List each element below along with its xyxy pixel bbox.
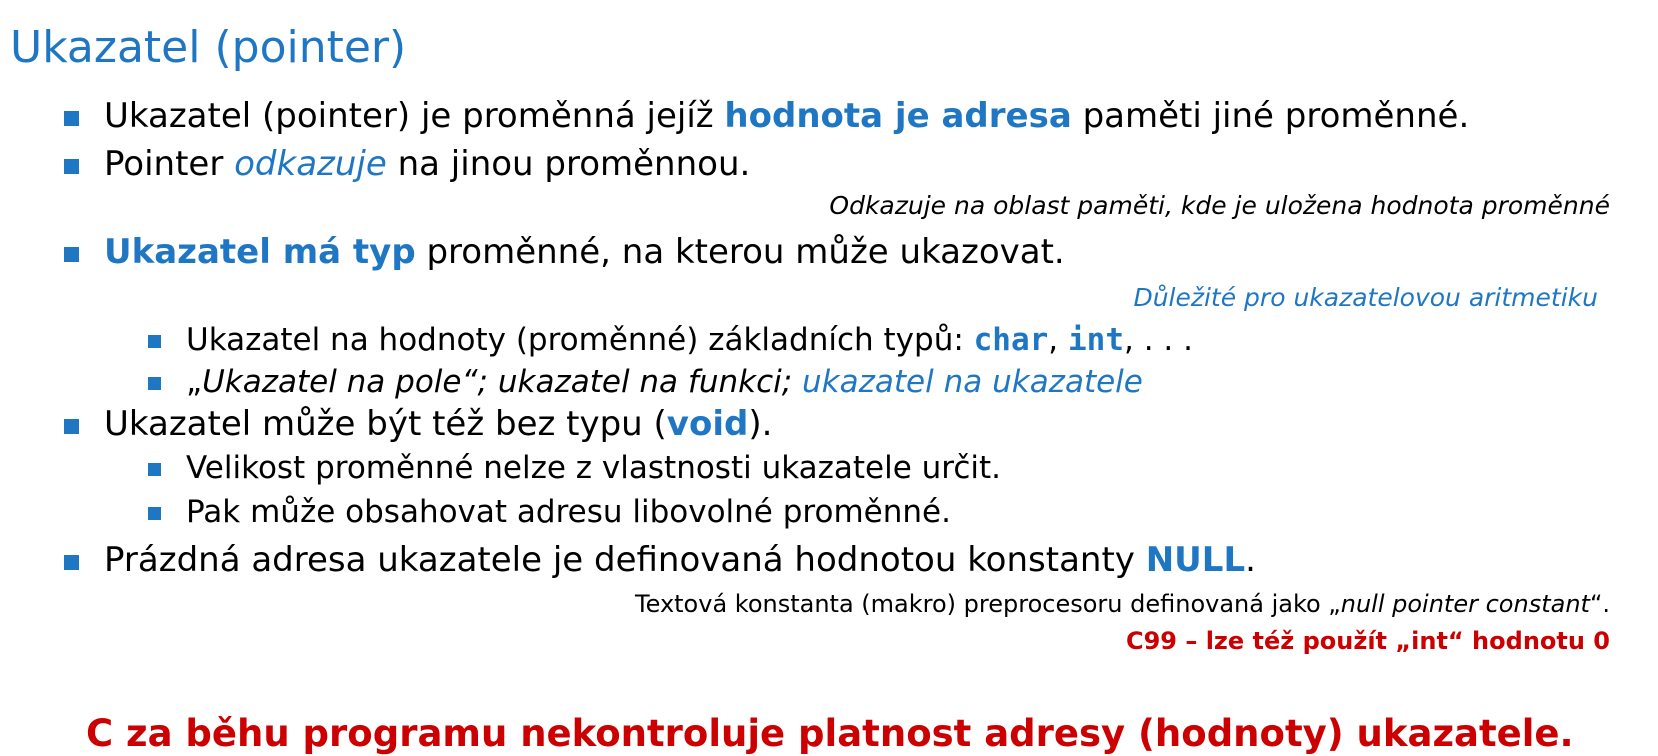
code-char: char [973,322,1049,358]
text: Prázdná adresa ukazatele je definovaná hodnotou konstanty [104,540,1146,580]
subbullet-size-unknown [148,450,1001,486]
text: , [1048,322,1069,358]
text: Textová konstanta (makro) preprocesoru definovaná jako „ [635,590,1341,618]
highlight: void [666,404,749,444]
highlight: Ukazatel má typ [104,232,416,272]
note-null-macro [635,590,1610,618]
text: Ukazatel na hodnoty (proměnné) základních typů: [186,322,974,358]
bullet-square-icon [148,377,161,390]
warning-no-check: C za běhu programu nekontroluje platnost adresy (hodnoty) ukazatele. [86,712,1574,755]
slide-title: Ukazatel (pointer) [10,22,407,73]
text: null pointer constant [1340,590,1590,618]
bullet-pointer-definition [64,96,1469,136]
highlight: NULL [1145,540,1246,580]
bullet-square-icon [64,419,79,434]
bullet-square-icon [148,335,161,348]
text: „ [186,364,203,400]
bullet-square-icon [148,463,161,476]
text: Pak může obsahovat adresu libovolné proměnné. [186,494,951,530]
note-arithmetic: Důležité pro ukazatelovou aritmetiku [1133,283,1598,312]
subbullet-any-address [148,494,951,530]
highlight: hodnota je adresa [724,96,1072,136]
text: Velikost proměnné nelze z vlastnosti ukazatele určit. [186,450,1002,486]
highlight: ukazatel na ukazatele [802,364,1143,400]
bullet-square-icon [64,555,79,570]
subbullet-pointer-kinds [148,364,1143,400]
bullet-square-icon [148,507,161,520]
subbullet-basic-types [148,322,1193,358]
text: Ukazatel může být též bez typu ( [104,404,667,444]
text: “. [1589,590,1610,618]
text: ). [748,404,773,444]
bullet-square-icon [64,159,79,174]
note-c99: C99 – lze též použít „int“ hodnotu 0 [1125,627,1610,655]
text: Ukazatel (pointer) je proměnná jejíž [104,96,725,136]
text: na jinou proměnnou. [386,144,751,184]
text: proměnné, na kterou může ukazovat. [415,232,1065,272]
highlight: odkazuje [234,144,387,184]
code-int: int [1068,322,1125,358]
text: paměti jiné proměnné. [1071,96,1470,136]
bullet-square-icon [64,247,79,262]
text: Pointer [104,144,235,184]
bullet-pointer-type [64,232,1065,272]
text: Ukazatel na pole“; ukazatel na funkci; [202,364,803,400]
bullet-pointer-refers [64,144,750,184]
bullet-void-pointer [64,404,772,444]
text: , . . . [1124,322,1193,358]
bullet-square-icon [64,111,79,126]
text: . [1245,540,1256,580]
bullet-null-address [64,540,1256,580]
note-memory-area: Odkazuje na oblast paměti, kde je uložena hodnota proměnné [829,191,1610,220]
